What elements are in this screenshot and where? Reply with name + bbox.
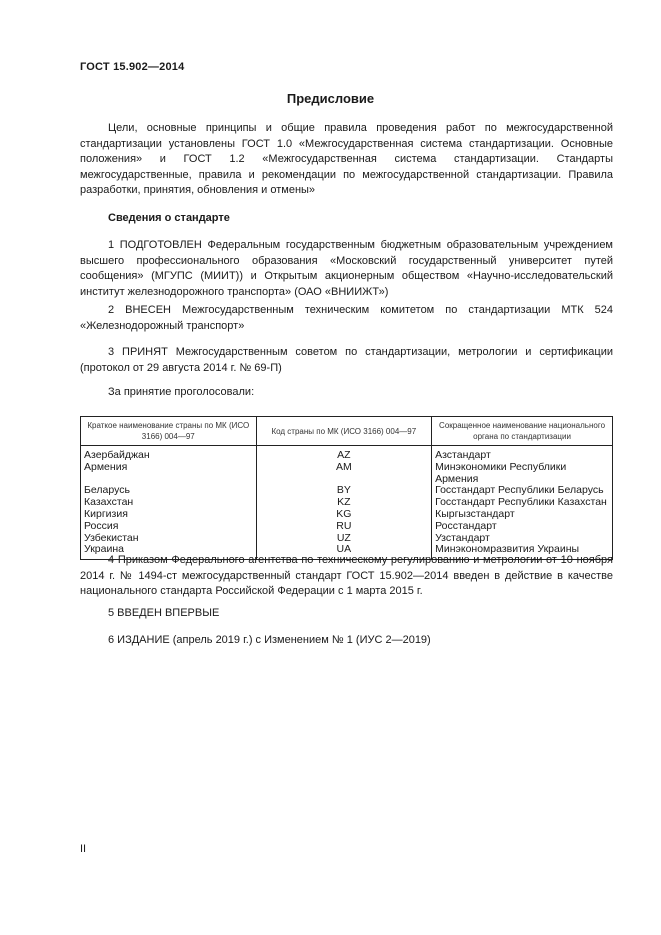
country-cell: Казахстан bbox=[81, 497, 257, 509]
code-cell: AM bbox=[256, 462, 432, 486]
column-header-organization: Сокращенное наименование национального органа по стандартизации bbox=[432, 417, 613, 446]
item-5-paragraph: 5 ВВЕДЕН ВПЕРВЫЕ bbox=[108, 607, 220, 619]
table-row bbox=[81, 462, 613, 486]
organization-cell: Росстандарт bbox=[432, 521, 613, 533]
item-4-paragraph: 4 Приказом Федерального агентства по техническому регулированию и метрологии от 10 ноября 2014 г. № 1494-ст межгосударственный стандарт ГОСТ 15.902—2014 введен в действие в качестве национального стандарта Российской Федерации с 1 марта 2015 г. bbox=[80, 554, 613, 597]
organization-cell: Минэкономики Республики Армения bbox=[432, 462, 613, 486]
item-3-paragraph: 3 ПРИНЯТ Межгосударственным советом по стандартизации, метрологии и сертификации (протокол от 29 августа 2014 г. № 69-П) bbox=[80, 346, 613, 374]
table-header-row bbox=[81, 417, 613, 446]
code-cell: KZ bbox=[256, 497, 432, 509]
intro-paragraph: Цели, основные принципы и общие правила проведения работ по межгосударственной стандартизации установлены ГОСТ 1.0 «Межгосударственная система стандартизации. Основные положения» и ГОСТ 1.2 «Межгосударственная система стандартизации. Стандарты межгосударственные, правила и рекомендации по межгосударственной стандартизации. Правила разработки, принятия, обновления и отмены» bbox=[80, 122, 613, 196]
country-cell: Беларусь bbox=[81, 485, 257, 497]
page-title: Предисловие bbox=[286, 91, 375, 106]
country-cell: Россия bbox=[81, 521, 257, 533]
country-cell: Украина bbox=[81, 544, 257, 559]
organization-cell: Госстандарт Республики Казахстан bbox=[432, 497, 613, 509]
item-6-paragraph: 6 ИЗДАНИЕ (апрель 2019 г.) с Изменением № 1 (ИУС 2—2019) bbox=[108, 634, 431, 646]
code-cell: UZ bbox=[256, 533, 432, 545]
code-cell: KG bbox=[256, 509, 432, 521]
country-cell: Азербайджан bbox=[81, 446, 257, 462]
organization-cell: Кыргызстандарт bbox=[432, 509, 613, 521]
code-cell: BY bbox=[256, 485, 432, 497]
item-2-paragraph: 2 ВНЕСЕН Межгосударственным техническим комитетом по стандартизации МТК 524 «Железнодорожный транспорт» bbox=[80, 304, 613, 332]
organization-cell: Госстандарт Республики Беларусь bbox=[432, 485, 613, 497]
code-cell: AZ bbox=[256, 446, 432, 462]
code-cell: RU bbox=[256, 521, 432, 533]
organization-cell: Минэкономразвития Украины bbox=[432, 544, 613, 559]
table-row bbox=[81, 509, 613, 521]
organization-cell: Азстандарт bbox=[432, 446, 613, 462]
page-number: II bbox=[80, 843, 87, 855]
table-row bbox=[81, 521, 613, 533]
document-header-code: ГОСТ 15.902—2014 bbox=[80, 61, 185, 73]
voting-table bbox=[80, 416, 613, 560]
code-cell: UA bbox=[256, 544, 432, 559]
item-1-paragraph: 1 ПОДГОТОВЛЕН Федеральным государственным бюджетным образовательным учреждением высшего профессионального образования «Московский государственный университет путей сообщения» (МГУПС (МИИТ)) и Открытым акционерным обществом «Научно-исследовательский институт железнодорожного транспорта» (ОАО «ВНИИЖТ») bbox=[80, 239, 613, 298]
column-header-code: Код страны по МК (ИСО 3166) 004—97 bbox=[256, 417, 432, 446]
table-row bbox=[81, 446, 613, 462]
organization-cell: Узстандарт bbox=[432, 533, 613, 545]
voted-label: За принятие проголосовали: bbox=[108, 386, 255, 398]
section-title: Сведения о стандарте bbox=[108, 212, 230, 224]
country-cell: Узбекистан bbox=[81, 533, 257, 545]
country-cell: Армения bbox=[81, 462, 257, 486]
country-cell: Киргизия bbox=[81, 509, 257, 521]
column-header-country: Краткое наименование страны по МК (ИСО 3166) 004—97 bbox=[81, 417, 257, 446]
